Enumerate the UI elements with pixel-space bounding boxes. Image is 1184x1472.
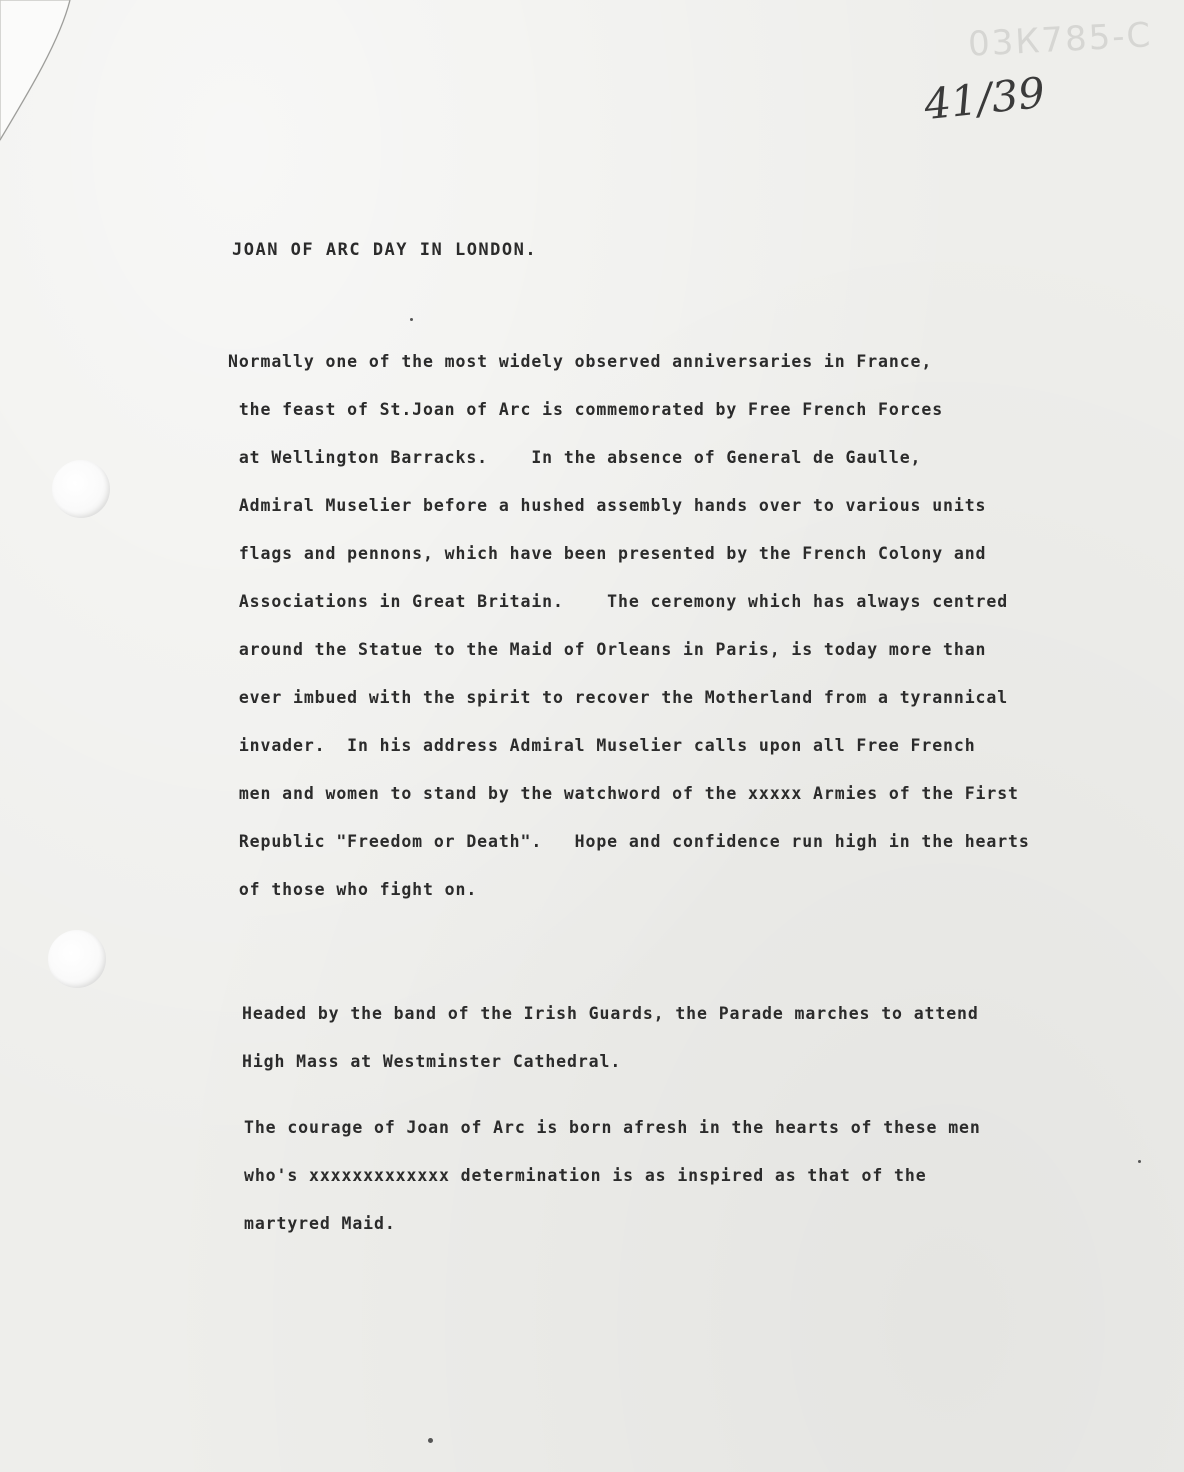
archive-stamp-number: 03К785-С [967,15,1154,65]
text-line: Normally one of the most widely observed anniversaries in France, [228,352,933,371]
text-line: The courage of Joan of Arc is born afresh in the hearts of these men [244,1118,981,1137]
paragraph-2 [242,990,979,1086]
text-line: the feast of St.Joan of Arc is commemorated by Free French Forces [228,400,944,419]
paragraph-3 [244,1104,981,1248]
text-line: at Wellington Barracks. In the absence of General de Gaulle, [228,448,922,467]
folded-corner [0,0,80,150]
punch-hole-top [52,460,110,518]
paper-speck [1138,1160,1141,1163]
paragraph-1 [228,338,1030,914]
text-line: Headed by the band of the Irish Guards, the Parade marches to attend [242,1004,979,1023]
text-line: invader. In his address Admiral Muselier calls upon all Free French [228,736,976,755]
text-line: who's xxxxxxxxxxxxx determination is as inspired as that of the [244,1166,927,1185]
punch-hole-bottom [48,930,106,988]
text-line: flags and pennons, which have been presented by the French Colony and [228,544,987,563]
text-line: High Mass at Westminster Cathedral. [242,1052,622,1071]
text-line: men and women to stand by the watchword of the xxxxx Armies of the First [228,784,1019,803]
paper-speck [428,1438,433,1443]
text-line: ever imbued with the spirit to recover the Motherland from a tyrannical [228,688,1009,707]
text-line: Admiral Muselier before a hushed assembly hands over to various units [228,496,987,515]
paper-speck [410,318,413,321]
text-line: martyred Maid. [244,1214,396,1233]
folio-number: 41/39 [921,67,1048,130]
text-line: Republic "Freedom or Death". Hope and confidence run high in the hearts [228,832,1030,851]
document-title: JOAN OF ARC DAY IN LONDON. [232,240,538,260]
text-line: Associations in Great Britain. The ceremony which has always centred [228,592,1009,611]
text-line: of those who fight on. [228,880,478,899]
text-line: around the Statue to the Maid of Orleans in Paris, is today more than [228,640,987,659]
